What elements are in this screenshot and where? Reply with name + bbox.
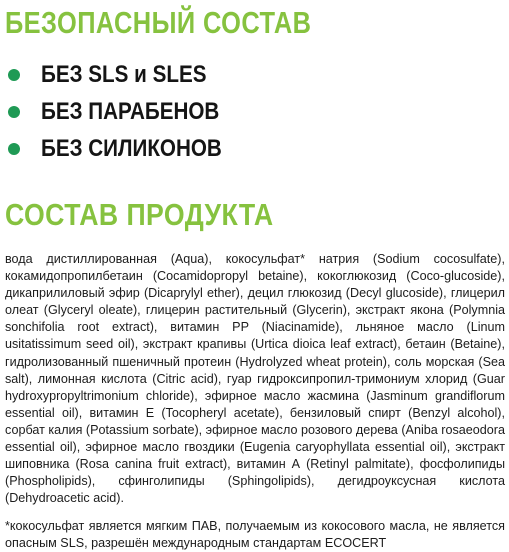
bullet-dot-icon	[8, 69, 20, 81]
safe-composition-heading: БЕЗОПАСНЫЙ СОСТАВ	[5, 5, 312, 40]
ingredients-list-text: вода дистиллированная (Aqua), кокосульфат* натрия (Sodium cocosulfate), кокамидопропилбетаин (Cocamidopropyl betaine), кокоглюкозид (Coco-glucoside), дикаприлиловый эфир (Dicaprylyl ether), децил глюкозид (Decyl glucoside), глицерил олеат (Glyceryl oleate), глицерин растительный (Glycerin), экстракт якона (Polymnia sonchifolia root extract), витамин PP (Niacinamide), льняное масло (Linum usitatissimum seed oil), экстракт крапивы (Urtica dioica leaf extract), бетаин (Betaine), гидролизованный пшеничный протеин (Hydrolyzed wheat protein), соль морская (Sea salt), лимонная кислота (Citric acid), гуар гидроксипропил-тримониум хлорид (Guar hydroxypropyltrimonium chloride), эфирное масло жасмина (Jasminum grandiflorum essential oil), витамин Е (Tocopheryl acetate), бензиловый спирт (Benzyl alcohol), сорбат калия (Potassium sorbate), эфирное масло розового дерева (Aniba rosaeodora essential oil), эфирное масло гвоздики (Eugenia caryophyllata essential oil), экстракт шиповника (Rosa canina fruit extract), витамин А (Retinyl palmitate), фосфолипиды (Phospholipids), сфинголипиды (Sphingolipids), дегидроуксусная кислота (Dehydroacetic acid).	[5, 252, 505, 506]
product-composition-heading: СОСТАВ ПРОДУКТА	[5, 197, 274, 232]
feature-label: БЕЗ ПАРАБЕНОВ	[41, 98, 220, 125]
bullet-dot-icon	[8, 143, 20, 155]
feature-label: БЕЗ СИЛИКОНОВ	[41, 135, 222, 162]
cocosulfate-footnote: *кокосульфат является мягким ПАВ, получаемым из кокосового масла, не является опасным SLS, разрешён международным стандартам ECOCERT	[5, 519, 505, 551]
bullet-dot-icon	[8, 106, 20, 118]
feature-label: БЕЗ SLS и SLES	[41, 61, 207, 88]
